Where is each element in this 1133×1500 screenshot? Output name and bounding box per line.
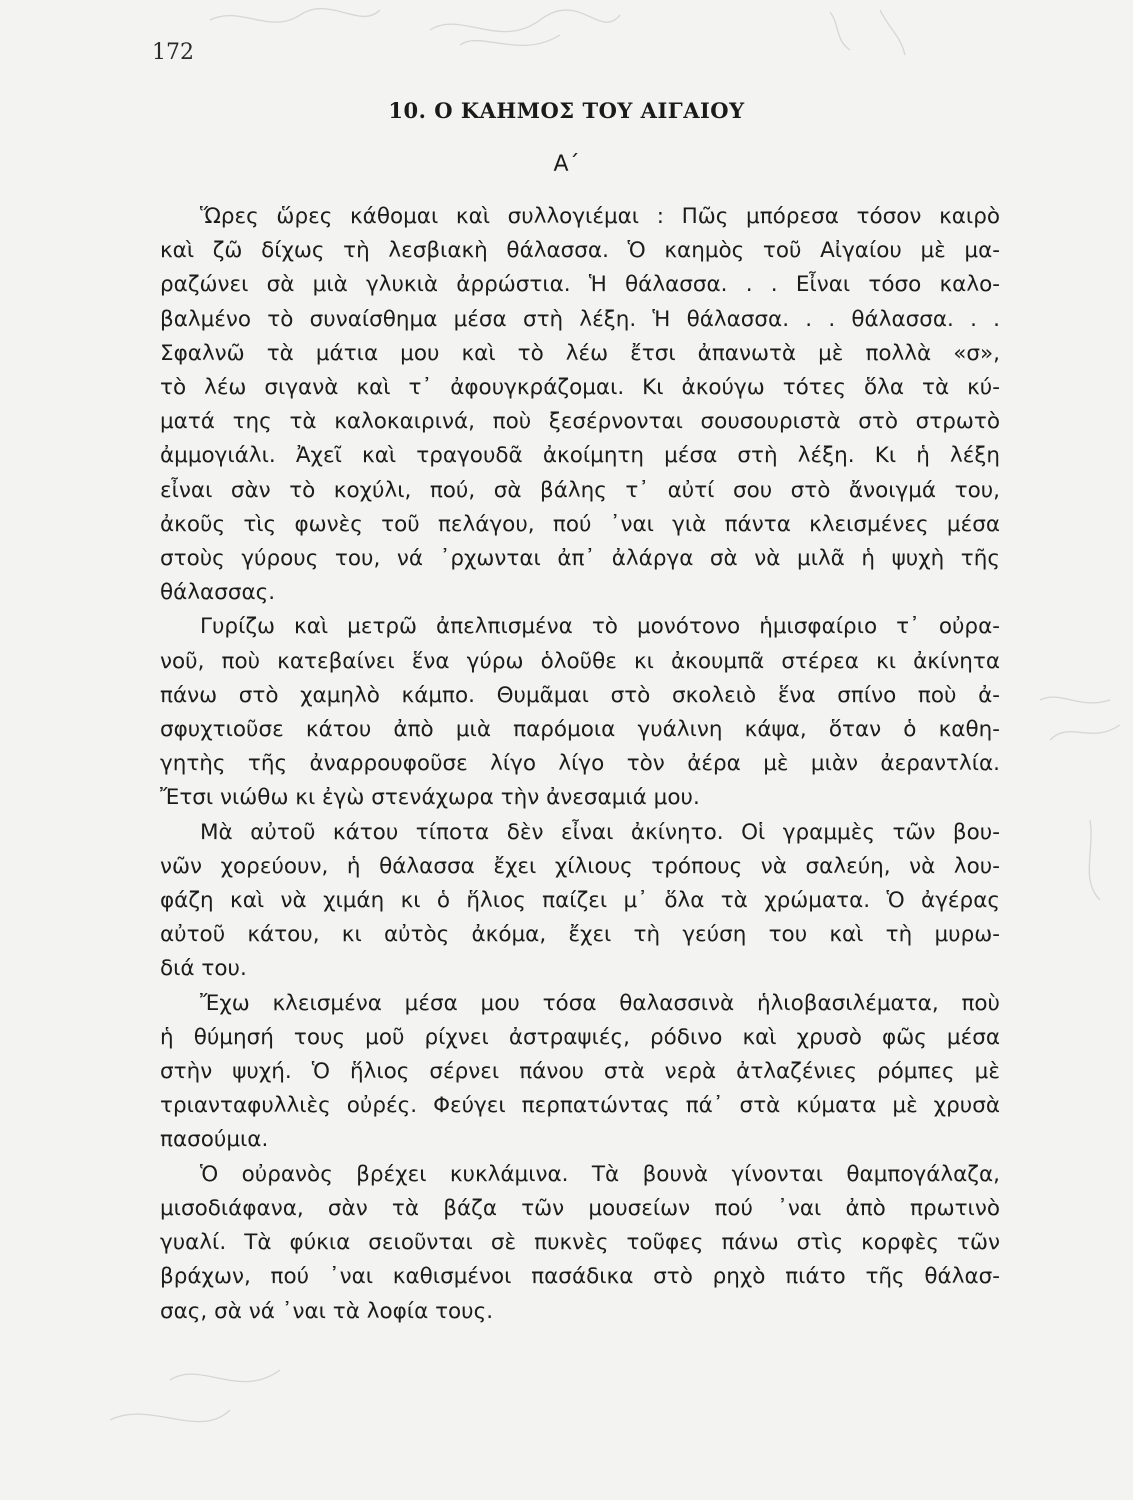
text-line: γητὴς τῆς ἀναρρουφοῦσε λίγο λίγο τὸν ἀέρα μὲ μιὰν ἀεραντλία. xyxy=(160,751,1000,777)
text-line: ἀκοῦς τὶς φωνὲς τοῦ πελάγου, πού ᾽ναι γιὰ πάντα κλεισμένες μέσα xyxy=(160,511,1000,537)
text-line: σας, σὰ νά ᾽ναι τὰ λοφία τους. xyxy=(160,1298,494,1324)
body-text xyxy=(160,200,1000,1329)
text-line: καὶ ζῶ δίχως τὴ λεσβιακὴ θάλασσα. Ὁ καημὸς τοῦ Αἰγαίου μὲ μα- xyxy=(160,238,1000,264)
chapter-title: 10. Ο ΚΑΗΜΟΣ ΤΟΥ ΑΙΓΑΙΟΥ xyxy=(388,98,745,123)
section-mark: Α΄ xyxy=(553,152,580,177)
text-line: στοὺς γύρους του, νά ᾽ρχωνται ἀπ᾽ ἀλάργα σὰ νὰ μιλᾶ ἡ ψυχὴ τῆς xyxy=(160,546,1000,572)
paragraph xyxy=(160,610,1000,815)
text-line: Ἔχω κλεισμένα μέσα μου τόσα θαλασσινὰ ἡλιοβασιλέματα, ποὺ xyxy=(200,990,1000,1016)
paragraph xyxy=(160,816,1000,987)
text-line: Ἔτσι νιώθω κι ἐγὼ στενάχωρα τὴν ἀνεσαμιά μου. xyxy=(160,785,700,811)
text-line: Ὁ οὐρανὸς βρέχει κυκλάμινα. Τὰ βουνὰ γίνονται θαμπογάλαζα, xyxy=(200,1161,1000,1187)
text-line: εἶναι σὰν τὸ κοχύλι, πού, σὰ βάλης τ᾽ αὐτί σου στὸ ἄνοιγμά του, xyxy=(160,477,1000,503)
text-line: μισοδιάφανα, σὰν τὰ βάζα τῶν μουσείων πού ᾽ναι ἀπὸ πρωτινὸ xyxy=(160,1195,1000,1221)
paragraph xyxy=(160,1158,1000,1329)
text-line: βράχων, πού ᾽ναι καθισμένοι πασάδικα στὸ ρηχὸ πιάτο τῆς θάλασ- xyxy=(160,1264,1000,1290)
text-line: πασούμια. xyxy=(160,1127,269,1153)
text-line: ματά της τὰ καλοκαιρινά, ποὺ ξεσέρνονται σουσουριστὰ στὸ στρωτὸ xyxy=(160,409,1000,435)
text-line: ἡ θύμησή τους μοῦ ρίχνει ἀστραψιές, ρόδινο καὶ χρυσὸ φῶς μέσα xyxy=(160,1024,1000,1050)
text-line: στὴν ψυχή. Ὁ ἥλιος σέρνει πάνου στὰ νερὰ ἀτλαζένιες ρόμπες μὲ xyxy=(160,1059,1000,1085)
text-line: τὸ λέω σιγανὰ καὶ τ᾽ ἀφουγκράζομαι. Κι ἀκούγω τότες ὅλα τὰ κύ- xyxy=(160,375,1000,401)
text-line: θάλασσας. xyxy=(160,580,276,606)
text-line: Σφαλνῶ τὰ μάτια μου καὶ τὸ λέω ἔτσι ἀπανωτὰ μὲ πολλὰ «σ», xyxy=(160,340,1000,366)
paragraph xyxy=(160,200,1000,610)
text-line: γυαλί. Τὰ φύκια σειοῦνται σὲ πυκνὲς τοῦφες πάνω στὶς κορφὲς τῶν xyxy=(160,1230,1000,1256)
text-line: νοῦ, ποὺ κατεβαίνει ἕνα γύρω ὁλοῦθε κι ἀκουμπᾶ στέρεα κι ἀκίνητα xyxy=(160,648,1000,674)
text-line: τριανταφυλλιὲς οὐρές. Φεύγει περπατώντας πά᾽ στὰ κύματα μὲ χρυσὰ xyxy=(160,1093,1000,1119)
text-line: φάζη καὶ νὰ χιμάη κι ὁ ἥλιος παίζει μ᾽ ὅλα τὰ χρώματα. Ὁ ἀγέρας xyxy=(160,888,1000,914)
text-line: ραζώνει σὰ μιὰ γλυκιὰ ἀρρώστια. Ἡ θάλασσα. . . Εἶναι τόσο καλο- xyxy=(160,272,1000,298)
text-line: αὐτοῦ κάτου, κι αὐτὸς ἀκόμα, ἔχει τὴ γεύση του καὶ τὴ μυρω- xyxy=(160,922,1000,948)
text-line: πάνω στὸ χαμηλὸ κάμπο. Θυμᾶμαι στὸ σκολειὸ ἕνα σπίνο ποὺ ἀ- xyxy=(160,682,1000,708)
text-line: διά του. xyxy=(160,956,247,982)
text-line: σφυχτιοῦσε κάτου ἀπὸ μιὰ παρόμοια γυάλινη κάψα, ὅταν ὁ καθη- xyxy=(160,717,1000,743)
text-line: Ὥρες ὥρες κάθομαι καὶ συλλογιέμαι : Πῶς μπόρεσα τόσον καιρὸ xyxy=(200,204,1000,229)
text-line: Γυρίζω καὶ μετρῶ ἀπελπισμένα τὸ μονότονο ἡμισφαίριο τ᾽ οὐρα- xyxy=(200,614,1000,640)
text-line: Μὰ αὐτοῦ κάτου τίποτα δὲν εἶναι ἀκίνητο. Οἱ γραμμὲς τῶν βου- xyxy=(200,819,1000,845)
paragraph xyxy=(160,987,1000,1158)
text-line: νῶν χορεύουν, ἡ θάλασσα ἔχει χίλιους τρόπους νὰ σαλεύη, νὰ λου- xyxy=(160,853,1000,879)
text-line: βαλμένο τὸ συναίσθημα μέσα στὴ λέξη. Ἡ θάλασσα. . . θάλασσα. . . xyxy=(160,306,1000,332)
text-line: ἀμμογιάλι. Ἀχεῖ καὶ τραγουδᾶ ἀκοίμητη μέσα στὴ λέξη. Κι ἡ λέξη xyxy=(160,443,1000,469)
page-number: 172 xyxy=(152,40,194,65)
